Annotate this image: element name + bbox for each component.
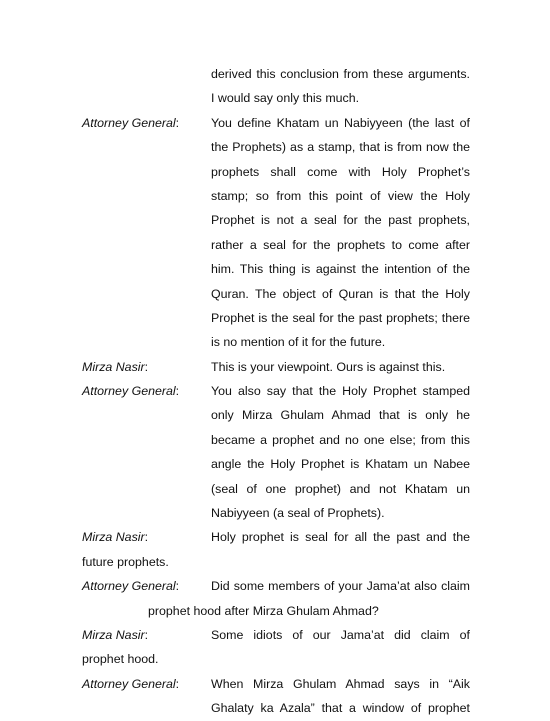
continuation-text: I would say only this much. [211,91,360,106]
transcript-line [82,233,470,257]
speaker-name: Attorney General: [82,384,180,399]
transcript-line [82,647,470,671]
speech-text: Some idiots of our Jama’at did claim of [211,627,470,642]
transcript-line [82,86,470,110]
speaker-name: Attorney General: [82,579,180,594]
continuation-text: only Mirza Ghulam Ahmad that is only he [211,408,470,423]
continuation-text: became a prophet and no one else; from this [211,432,470,447]
transcript-line [82,501,470,525]
transcript-page [82,62,470,721]
transcript-line [82,257,470,281]
transcript-line [82,208,470,232]
continuation-text: the Prophets) as a stamp, that is from now the [211,140,470,155]
transcript-line [82,696,470,720]
speaker-name: Mirza Nasir: [82,359,149,374]
continuation-text: is no mention of it for the future. [211,335,386,350]
continuation-text: stamp; so from this point of view the Holy [211,188,470,203]
transcript-line [82,355,470,379]
speech-text: Holy prophet is seal for all the past and the [211,530,470,545]
continuation-text: derived this conclusion from these arguments. [211,67,470,81]
transcript-line [82,111,470,135]
transcript-line [82,184,470,208]
speech-text: Did some members of your Jama’at also claim [211,579,470,594]
speaker-name: Mirza Nasir: [82,627,149,642]
transcript-line [82,477,470,501]
continuation-text: rather a seal for the prophets to come after [211,237,470,252]
speech-text: When Mirza Ghulam Ahmad says in “Aik [211,676,470,691]
continuation-text: prophet hood. [82,652,159,667]
transcript-line [82,403,470,427]
transcript-line [82,135,470,159]
transcript-line [82,379,470,403]
transcript-line [82,574,470,598]
transcript-line [82,525,470,549]
speaker-name: Attorney General: [82,115,180,130]
continuation-text: him. This thing is against the intention of the [211,262,470,277]
speaker-name: Attorney General: [82,676,180,691]
transcript-line [82,330,470,354]
continuation-text: prophets shall come with Holy Prophet’s [211,164,470,179]
speech-text: This is your viewpoint. Ours is against this. [211,359,446,374]
transcript-line [82,672,470,696]
speech-text: You define Khatam un Nabiyyeen (the last of [211,115,470,130]
continuation-text: Quran. The object of Quran is that the Holy [211,286,470,301]
speech-text: You also say that the Holy Prophet stamped [211,384,470,399]
continuation-text: Ghalaty ka Azala” that a window of prophet [211,701,470,716]
transcript-line [82,623,470,647]
speaker-name: Mirza Nasir: [82,530,149,545]
transcript-line [82,306,470,330]
continuation-text: prophet hood after Mirza Ghulam Ahmad? [148,603,379,618]
transcript-line [82,599,470,623]
transcript-line [82,550,470,574]
continuation-text: Prophet is the seal for the past prophets; there [211,310,470,325]
transcript-line [82,62,470,86]
transcript-line [82,428,470,452]
continuation-text: future prophets. [82,554,169,569]
transcript-line [82,452,470,476]
continuation-text: (seal of one prophet) and not Khatam un [211,481,470,496]
continuation-text: Prophet is not a seal for the past prophets, [211,213,470,228]
continuation-text: Nabiyyeen (a seal of Prophets). [211,506,385,521]
transcript-line [82,160,470,184]
transcript-line [82,282,470,306]
continuation-text: angle the Holy Prophet is Khatam un Nabee [211,457,470,472]
